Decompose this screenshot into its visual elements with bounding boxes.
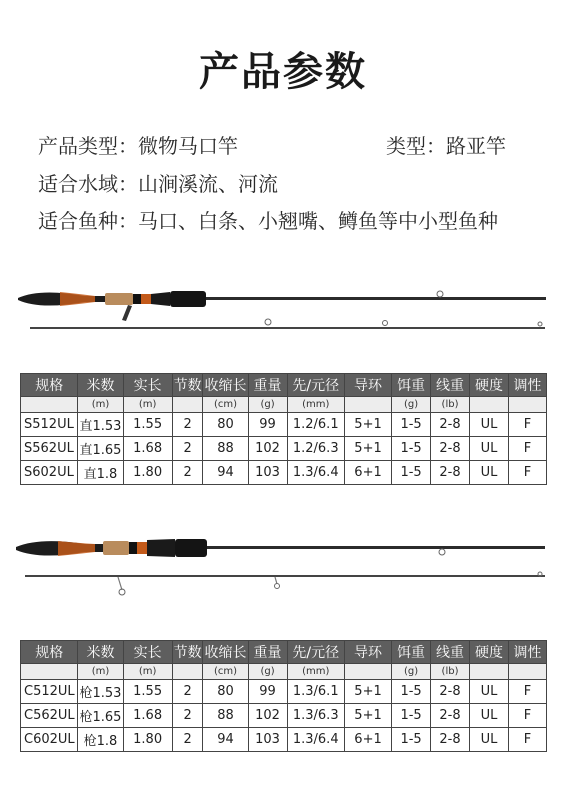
unit-cell [470,397,509,413]
table-cell: 2-8 [431,728,470,752]
header-cell: 重量 [248,641,287,664]
table-cell: 2-8 [431,413,470,437]
table-cell: 5+1 [344,413,391,437]
unit-cell [470,664,509,680]
table-cell: F [508,437,546,461]
table-cell: 直1.65 [78,437,123,461]
unit-cell [508,664,546,680]
unit-cell [508,397,546,413]
unit-cell: (g) [248,664,287,680]
table-header-row [21,374,547,397]
unit-cell [172,397,203,413]
unit-cell: (cm) [203,664,248,680]
spinning-rod-image [0,280,566,340]
header-cell: 调性 [508,641,546,664]
table-cell: 99 [248,680,287,704]
casting-rod-image [0,530,566,600]
header-cell: 线重 [431,641,470,664]
table-cell: 直1.8 [78,461,123,485]
table-cell: 1.3/6.4 [287,728,344,752]
table-cell: 1-5 [392,704,431,728]
table-cell: 1.80 [123,728,172,752]
table-cell: 103 [248,461,287,485]
table-row [21,413,547,437]
table-cell: 94 [203,461,248,485]
unit-cell: (cm) [203,397,248,413]
table-cell: C512UL [21,680,78,704]
table-cell: 2 [172,680,203,704]
unit-cell: (m) [123,397,172,413]
table-unit-row [21,664,547,680]
unit-cell: (g) [248,397,287,413]
unit-cell: (lb) [431,664,470,680]
table-cell: 2 [172,413,203,437]
page-title: 产品参数 [199,49,367,95]
table-cell: 2-8 [431,437,470,461]
table-row [21,680,547,704]
table-cell: F [508,680,546,704]
table-cell: UL [470,461,509,485]
table-cell: 1-5 [392,413,431,437]
table-cell: 枪1.8 [78,728,123,752]
table-cell: 2 [172,704,203,728]
table-cell: 1.80 [123,461,172,485]
table-cell: 2-8 [431,680,470,704]
header-cell: 收缩长 [203,374,248,397]
table-cell: 1.2/6.3 [287,437,344,461]
header-cell: 硬度 [470,641,509,664]
table-cell: 1.3/6.4 [287,461,344,485]
header-cell: 导环 [344,641,391,664]
unit-cell [172,664,203,680]
unit-cell [344,664,391,680]
unit-cell [21,397,78,413]
table-cell: 99 [248,413,287,437]
table-cell: F [508,461,546,485]
table-cell: 80 [203,680,248,704]
header-cell: 米数 [78,641,123,664]
header-cell: 饵重 [392,374,431,397]
header-cell: 节数 [172,374,203,397]
table-cell: 1.55 [123,680,172,704]
table-cell: 1.55 [123,413,172,437]
unit-cell [21,664,78,680]
table-header-row [21,641,547,664]
header-cell: 米数 [78,374,123,397]
header-cell: 收缩长 [203,641,248,664]
table-cell: C602UL [21,728,78,752]
header-cell: 规格 [21,374,78,397]
table-cell: 102 [248,704,287,728]
table-cell: 1-5 [392,680,431,704]
unit-cell: (mm) [287,664,344,680]
table-cell: 1.2/6.1 [287,413,344,437]
table-cell: 1-5 [392,728,431,752]
header-cell: 规格 [21,641,78,664]
header-cell: 先/元径 [287,641,344,664]
table-cell: F [508,728,546,752]
table-cell: S512UL [21,413,78,437]
table-cell: 5+1 [344,704,391,728]
header-cell: 实长 [123,374,172,397]
unit-cell: (lb) [431,397,470,413]
fish-text: 适合鱼种：马口、白条、小翘嘴、鳟鱼等中小型鱼种 [38,209,498,233]
unit-cell: (m) [123,664,172,680]
table-unit-row [21,397,547,413]
table-cell: UL [470,680,509,704]
table-cell: 1.68 [123,704,172,728]
unit-cell: (m) [78,664,123,680]
spec-table-casting [20,640,547,752]
table-cell: 88 [203,704,248,728]
table-cell: 1-5 [392,461,431,485]
table-cell: 2 [172,461,203,485]
table-cell: F [508,704,546,728]
table-row [21,461,547,485]
table-cell: UL [470,413,509,437]
header-cell: 调性 [508,374,546,397]
table-cell: S602UL [21,461,78,485]
table-cell: 1.68 [123,437,172,461]
table-cell: 1.3/6.1 [287,680,344,704]
table-cell: 枪1.65 [78,704,123,728]
table-cell: 5+1 [344,437,391,461]
unit-cell: (g) [392,397,431,413]
table-cell: UL [470,704,509,728]
table-cell: 88 [203,437,248,461]
table-cell: UL [470,728,509,752]
unit-cell: (mm) [287,397,344,413]
table-cell: 枪1.53 [78,680,123,704]
header-cell: 饵重 [392,641,431,664]
header-cell: 导环 [344,374,391,397]
type-text: 类型：路亚竿 [386,134,506,158]
header-cell: 硬度 [470,374,509,397]
table-cell: UL [470,437,509,461]
unit-cell [344,397,391,413]
table-row [21,704,547,728]
header-cell: 重量 [248,374,287,397]
table-cell: 5+1 [344,680,391,704]
table-cell: 1.3/6.3 [287,704,344,728]
table-cell: 直1.53 [78,413,123,437]
product-type-text: 产品类型：微物马口竿 [38,134,238,158]
table-row [21,728,547,752]
unit-cell: (m) [78,397,123,413]
table-cell: 103 [248,728,287,752]
table-cell: 6+1 [344,728,391,752]
table-row [21,437,547,461]
table-cell: 6+1 [344,461,391,485]
table-cell: 2 [172,728,203,752]
table-cell: 2 [172,437,203,461]
table-cell: F [508,413,546,437]
water-text: 适合水域：山涧溪流、河流 [38,172,278,196]
table-cell: 94 [203,728,248,752]
table-cell: S562UL [21,437,78,461]
table-cell: 102 [248,437,287,461]
header-cell: 节数 [172,641,203,664]
header-cell: 先/元径 [287,374,344,397]
table-cell: 2-8 [431,461,470,485]
spec-table-spinning [20,373,547,485]
header-cell: 实长 [123,641,172,664]
table-cell: C562UL [21,704,78,728]
unit-cell: (g) [392,664,431,680]
header-cell: 线重 [431,374,470,397]
table-cell: 1-5 [392,437,431,461]
table-cell: 80 [203,413,248,437]
table-cell: 2-8 [431,704,470,728]
